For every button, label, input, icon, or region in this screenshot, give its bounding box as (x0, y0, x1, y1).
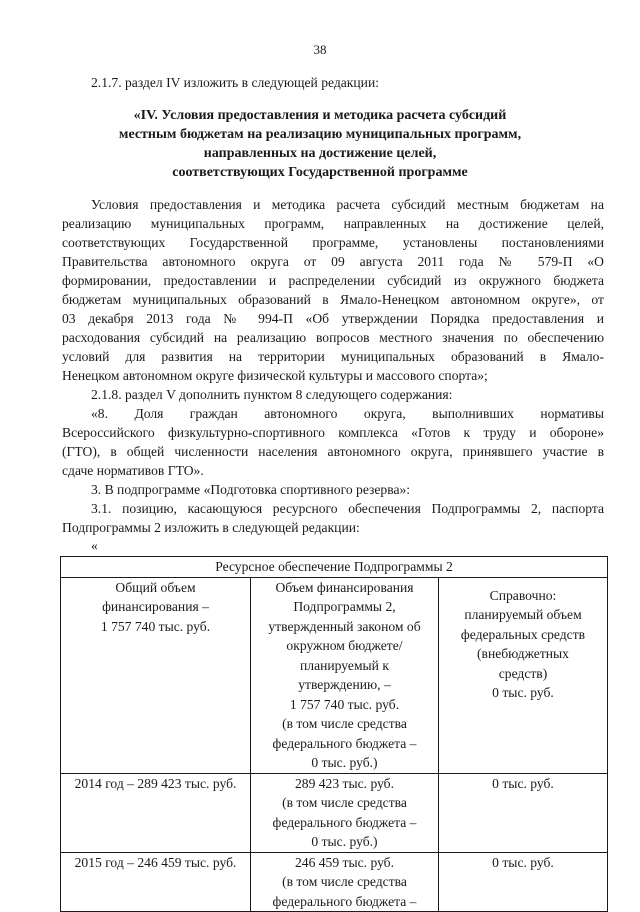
body-line: соответствующих Государственной программе, установлены постановлениями (62, 235, 604, 250)
cell-line: Подпрограммы 2, (293, 599, 396, 614)
cell-line: планируемый объем (464, 607, 582, 622)
year-cell: 2015 год – 246 459 тыс. руб. (61, 852, 251, 912)
body-line: реализацию муниципальных программ, направленных на достижение целей, (62, 216, 604, 231)
table-title-row (61, 557, 608, 578)
item-8-line: сдаче нормативов ГТО». (62, 463, 204, 478)
paragraph-3-1-line: 3.1. позицию, касающуюся ресурсного обеспечения Подпрограммы 2, паспорта (91, 501, 604, 516)
section-heading-line-3: направленных на достижение целей, (203, 146, 437, 161)
paragraph-2-1-8: 2.1.8. раздел V дополнить пунктом 8 следующего содержания: (91, 387, 453, 402)
cell-line: (в том числе средства (282, 795, 407, 810)
body-line: Правительства автономного округа от 09 августа 2011 года № 579-П «О (62, 254, 604, 269)
body-line: бюджетам муниципальных образований в Ямало-Ненецком автономном округе», от (62, 292, 604, 307)
cell-line: федерального бюджета – (272, 893, 417, 909)
cell-line: финансирования – (102, 599, 209, 614)
financing-volume-cell (251, 577, 439, 773)
page-number: 38 (313, 42, 327, 57)
table-row (61, 773, 608, 852)
cell-line: 0 тыс. руб. (492, 685, 554, 700)
cell-line: 1 757 740 тыс. руб. (289, 696, 400, 712)
opening-quote-mark: « (91, 538, 98, 553)
item-8-line: Всероссийского физкультурно-спортивного комплекса «Готов к труду и обороне» (62, 425, 604, 440)
reference-value-cell: 0 тыс. руб. (439, 773, 608, 852)
paragraph-3: 3. В подпрограмме «Подготовка спортивного резерва»: (91, 482, 411, 497)
cell-line: средств) (498, 665, 548, 681)
cell-line: планируемый к (300, 657, 389, 673)
cell-line: 1 757 740 тыс. руб. (100, 618, 211, 634)
amount-cell (251, 773, 439, 852)
section-heading-line-1: «IV. Условия предоставления и методика расчета субсидий (133, 108, 507, 123)
table-header-row (61, 577, 608, 773)
cell-line: утвержденный законом об (268, 618, 421, 634)
cell-line: Справочно: (489, 587, 557, 603)
cell-line: Общий объем (115, 579, 196, 595)
body-line: 03 декабря 2013 года № 994-П «Об утверждении Порядка предоставления и (62, 311, 604, 326)
year-cell: 2014 год – 289 423 тыс. руб. (61, 773, 251, 852)
section-heading-line-4: соответствующих Государственной программе (172, 165, 468, 180)
body-line: расходования субсидий на реализацию вопросов местного значения по обеспечению (62, 330, 604, 345)
item-8-line: (ГТО), в общей численности населения автономного округа, принявшего участие в (62, 444, 604, 459)
paragraph-2-1-7: 2.1.7. раздел IV изложить в следующей редакции: (91, 75, 379, 90)
cell-line: 289 423 тыс. руб. (294, 775, 395, 791)
cell-line: (в том числе средства (282, 874, 407, 889)
cell-line: федеральных средств (460, 626, 586, 642)
cell-line: 0 тыс. руб.) (311, 834, 378, 849)
table-title: Ресурсное обеспечение Подпрограммы 2 (61, 557, 608, 578)
resource-table (60, 556, 608, 912)
reference-cell (439, 577, 608, 773)
item-8-line: «8. Доля граждан автономного округа, выполнивших нормативы (91, 406, 604, 421)
amount-cell (251, 852, 439, 912)
cell-line: федерального бюджета – (272, 814, 417, 830)
cell-line: 246 459 тыс. руб. (294, 854, 395, 870)
total-volume-cell (61, 577, 251, 773)
cell-line: Объем финансирования (275, 579, 414, 595)
body-line: условий для развития на территории муниципальных образований в Ямало- (62, 349, 604, 364)
cell-line: (в том числе средства (282, 716, 407, 731)
section-heading-line-2: местным бюджетам на реализацию муниципальных программ, (118, 127, 522, 142)
cell-line: (внебюджетных (477, 646, 569, 661)
reference-value-cell: 0 тыс. руб. (439, 852, 608, 912)
cell-line: федерального бюджета – (272, 735, 417, 751)
cell-line: 0 тыс. руб.) (311, 755, 378, 770)
cell-line: утверждению, – (298, 677, 391, 692)
body-line: формировании, предоставлении и распределении субсидий из окружного бюджета (62, 273, 604, 288)
cell-line: окружном бюджете/ (286, 638, 403, 653)
body-line: Условия предоставления и методика расчета субсидий местным бюджетам на (91, 197, 604, 212)
table-row (61, 852, 608, 912)
body-line: Ненецком автономном округе физической культуры и массового спорта»; (62, 368, 488, 383)
paragraph-3-1-line: Подпрограммы 2 изложить в следующей редакции: (62, 520, 360, 535)
